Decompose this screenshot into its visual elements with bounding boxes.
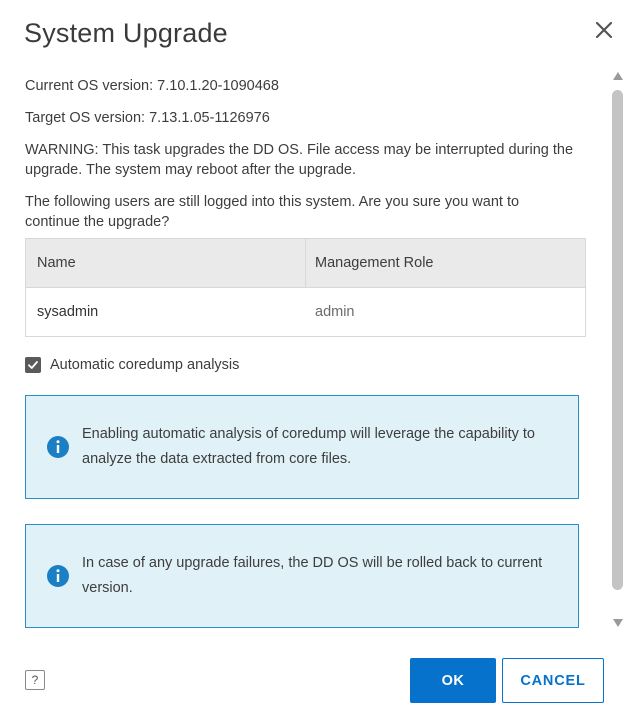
coredump-checkbox-row[interactable] bbox=[25, 357, 239, 373]
table-header-row bbox=[26, 239, 585, 288]
user-name-cell: sysadmin bbox=[37, 304, 99, 320]
close-button[interactable] bbox=[592, 18, 616, 42]
vertical-scrollbar[interactable] bbox=[609, 72, 627, 630]
logged-users-prompt: The following users are still logged into this system. Are you sure you want to continue the upgrade? bbox=[25, 194, 520, 230]
coredump-checkbox-label: Automatic coredump analysis bbox=[50, 357, 240, 373]
checkmark-icon bbox=[27, 359, 39, 371]
close-icon bbox=[592, 18, 616, 42]
dialog-content bbox=[25, 72, 587, 632]
current-os-version: Current OS version: 7.10.1.20-1090468 bbox=[25, 78, 279, 94]
coredump-info-box bbox=[25, 395, 579, 499]
scroll-down-arrow-icon[interactable] bbox=[613, 619, 623, 627]
column-header-name[interactable]: Name bbox=[26, 239, 306, 287]
table-row[interactable] bbox=[26, 288, 585, 336]
rollback-info-box bbox=[25, 524, 579, 628]
user-role-cell: admin bbox=[315, 304, 355, 320]
coredump-checkbox[interactable] bbox=[25, 357, 41, 373]
help-button[interactable]: ? bbox=[25, 670, 45, 690]
scroll-up-arrow-icon[interactable] bbox=[613, 72, 623, 80]
scrollbar-thumb[interactable] bbox=[612, 90, 623, 590]
column-header-management-role[interactable]: Management Role bbox=[315, 255, 434, 271]
dialog-title: System Upgrade bbox=[24, 18, 228, 48]
info-icon bbox=[46, 564, 70, 588]
ok-button[interactable]: OK bbox=[410, 658, 496, 703]
logged-users-table bbox=[25, 238, 586, 337]
cancel-button[interactable]: CANCEL bbox=[502, 658, 604, 703]
warning-text: WARNING: This task upgrades the DD OS. File access may be interrupted during the upgrade. The system may reboot after the upgrade. bbox=[25, 142, 574, 178]
target-os-version: Target OS version: 7.13.1.05-1126976 bbox=[25, 110, 270, 126]
rollback-info-text: In case of any upgrade failures, the DD OS will be rolled back to current version. bbox=[82, 555, 543, 596]
info-icon bbox=[46, 435, 70, 459]
coredump-info-text: Enabling automatic analysis of coredump will leverage the capability to analyze the data extracted from core files. bbox=[82, 426, 535, 467]
